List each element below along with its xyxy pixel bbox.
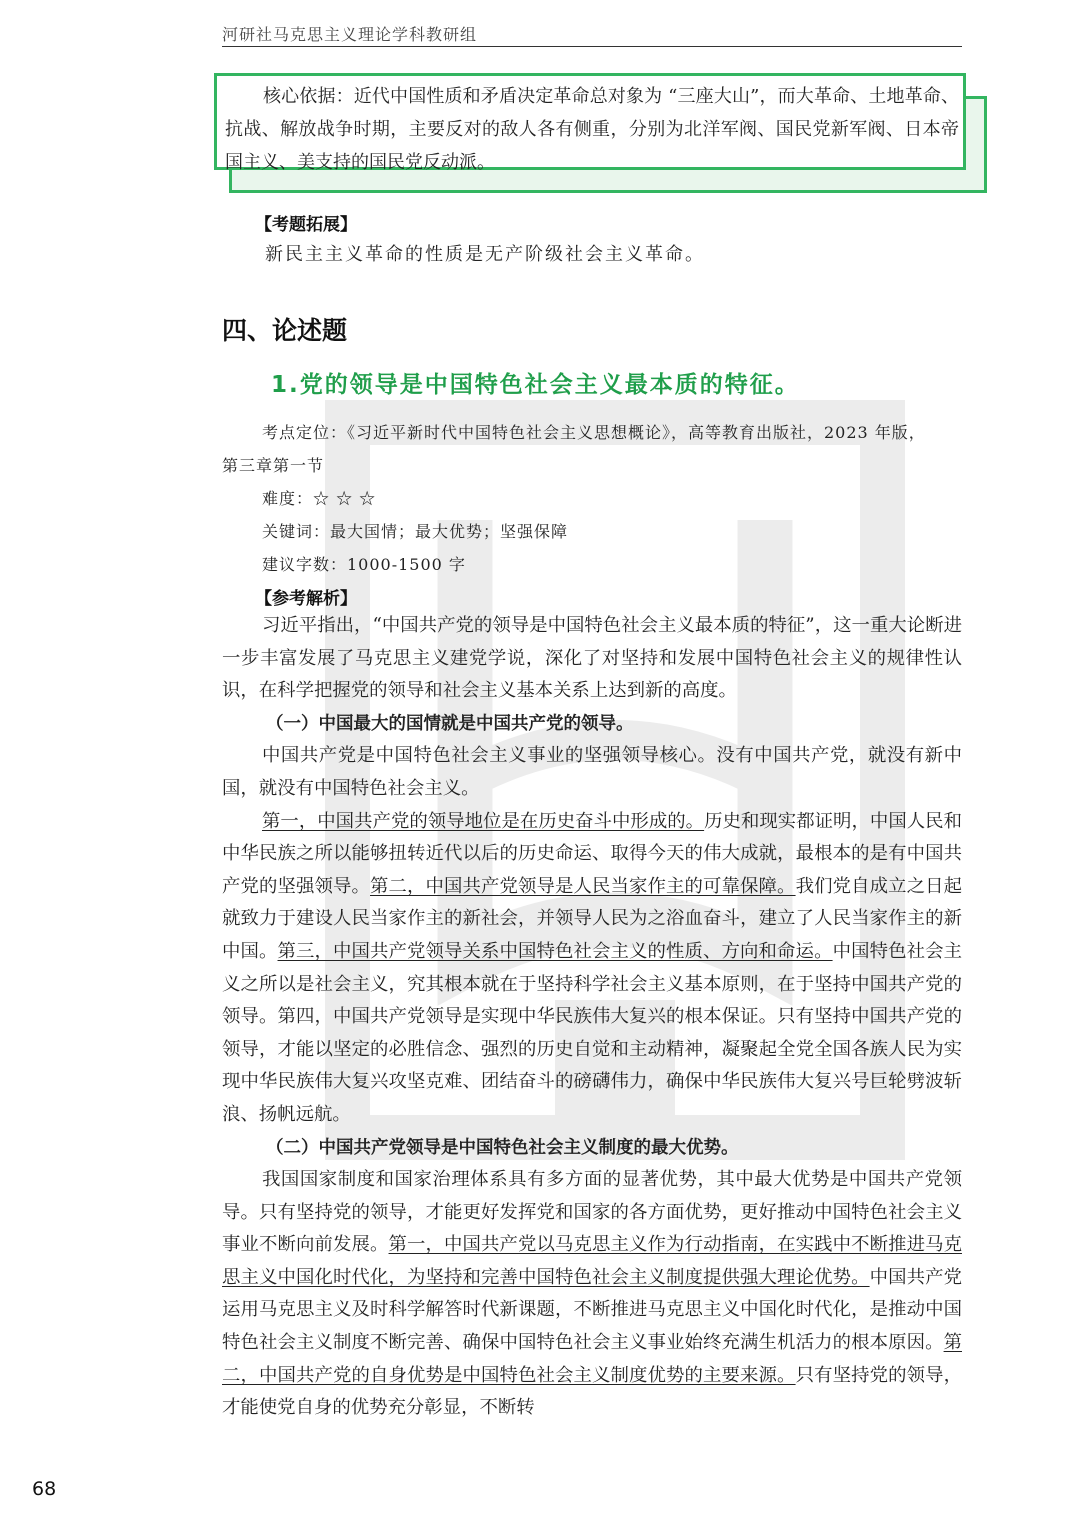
header-divider: [222, 46, 962, 47]
part-heading: 四、论述题: [222, 316, 348, 345]
paragraph-text: 历史和现实都证明，中国人民和中华民族之所以能够扭转近代以后的历史命运、取得今天的伟大成就，最根本的是有中国共产党的坚强领导。: [222, 810, 962, 897]
extension-text: 新民主主义革命的性质是无产阶级社会主义革命。: [265, 244, 705, 265]
source-line-1: 考点定位：《习近平新时代中国特色社会主义思想概论》，高等教育出版社，2023 年版，: [262, 423, 926, 442]
word-count: 建议字数：1000-1500 字: [262, 555, 466, 574]
paragraph-text: 中国特色社会主义之所以是社会主义，究其根本就在于坚持科学社会主义基本原则，在于坚持中国共产党的领导。第四，中国共产党领导是实现中华民族伟大复兴的根本保证。只有坚持中国共产党的领导，才能以坚定的必胜信念、强烈的历史自觉和主动精神，凝聚起全党全国各族人民为实现中华民族伟大复兴攻坚克难、团结奋斗的磅礴伟力，确保中华民族伟大复兴号巨轮劈波斩浪、扬帆远航。: [222, 940, 962, 1125]
underlined-point: 第一，中国共产党以马克思主义作为行动指南，在实践中不断推进马克思主义中国化时代化，为坚持和完善中国特色社会主义制度提供强大理论优势。: [222, 1234, 962, 1288]
intro-paragraph: 习近平指出，“中国共产党的领导是中国特色社会主义最本质的特征”，这一重大论断进一步丰富发展了马克思主义建党学说，深化了对坚持和发展中国特色社会主义的规律性认识，在科学把握党的领导和社会主义基本关系上达到新的高度。: [222, 615, 962, 702]
analysis-label: 【参考解析】: [255, 589, 357, 609]
paragraph-text: 只有坚持党的领导，才能使党自身的优势充分彰显，不断转: [222, 1364, 962, 1419]
keywords: 关键词：最大国情；最大优势；坚强保障: [262, 522, 569, 541]
extension-label: 【考题拓展】: [255, 215, 357, 235]
underlined-point: 第三，中国共产党领导关系中国特色社会主义的性质、方向和命运。: [277, 940, 833, 962]
underlined-point: 第一，中国共产党的领导地位是在历史奋斗中形成的。: [262, 810, 705, 832]
paragraph-text: 我们党自成立之日起就致力于建设人民当家作主的新社会，并领导人民为之浴血奋斗，建立了人民当家作主的新中国。: [222, 875, 962, 962]
paragraph-text: 我国国家制度和国家治理体系具有多方面的显著优势，其中最大优势是中国共产党领导。只有坚持党的领导，才能更好发挥党和国家的各方面优势，更好推动中国特色社会主义事业不断向前发展。: [222, 1169, 962, 1256]
source-line-2: 第三章第一节: [222, 456, 325, 475]
subheading-2: （二）中国共产党领导是中国特色社会主义制度的最大优势。: [266, 1137, 739, 1158]
underlined-point: 第二，中国共产党的自身优势是中国特色社会主义制度优势的主要来源。: [222, 1332, 962, 1386]
underlined-point: 第二，中国共产党领导是人民当家作主的可靠保障。: [370, 875, 796, 897]
paragraph-2: [222, 806, 962, 1132]
header-title: 河研社马克思主义理论学科教研组: [222, 25, 478, 44]
core-basis-box: 核心依据：近代中国性质和矛盾决定革命总对象为 “三座大山”，而大革命、土地革命、抗战、解放战争时期，主要反对的敌人各有侧重，分别为北洋军阀、国民党新军阀、日本帝国主义、美支持的国民党反动派。: [214, 73, 966, 170]
question-meta: [222, 416, 926, 581]
paragraph-1: 中国共产党是中国特色社会主义事业的坚强领导核心。没有中国共产党，就没有新中国，就没有中国特色社会主义。: [222, 745, 962, 799]
subheading-1: （一）中国最大的国情就是中国共产党的领导。: [266, 713, 634, 734]
question-title: 1.党的领导是中国特色社会主义最本质的特征。: [271, 372, 800, 398]
analysis-body: [222, 610, 962, 1425]
paragraph-3: [222, 1164, 962, 1425]
page-number: 68: [32, 1478, 57, 1500]
paragraph-text: 中国共产党运用马克思主义及时科学解答时代新课题，不断推进马克思主义中国化时代化，是推动中国特色社会主义制度不断完善、确保中国特色社会主义事业始终充满生机活力的根本原因。: [222, 1266, 962, 1354]
difficulty: 难度：☆ ☆ ☆: [262, 489, 377, 508]
